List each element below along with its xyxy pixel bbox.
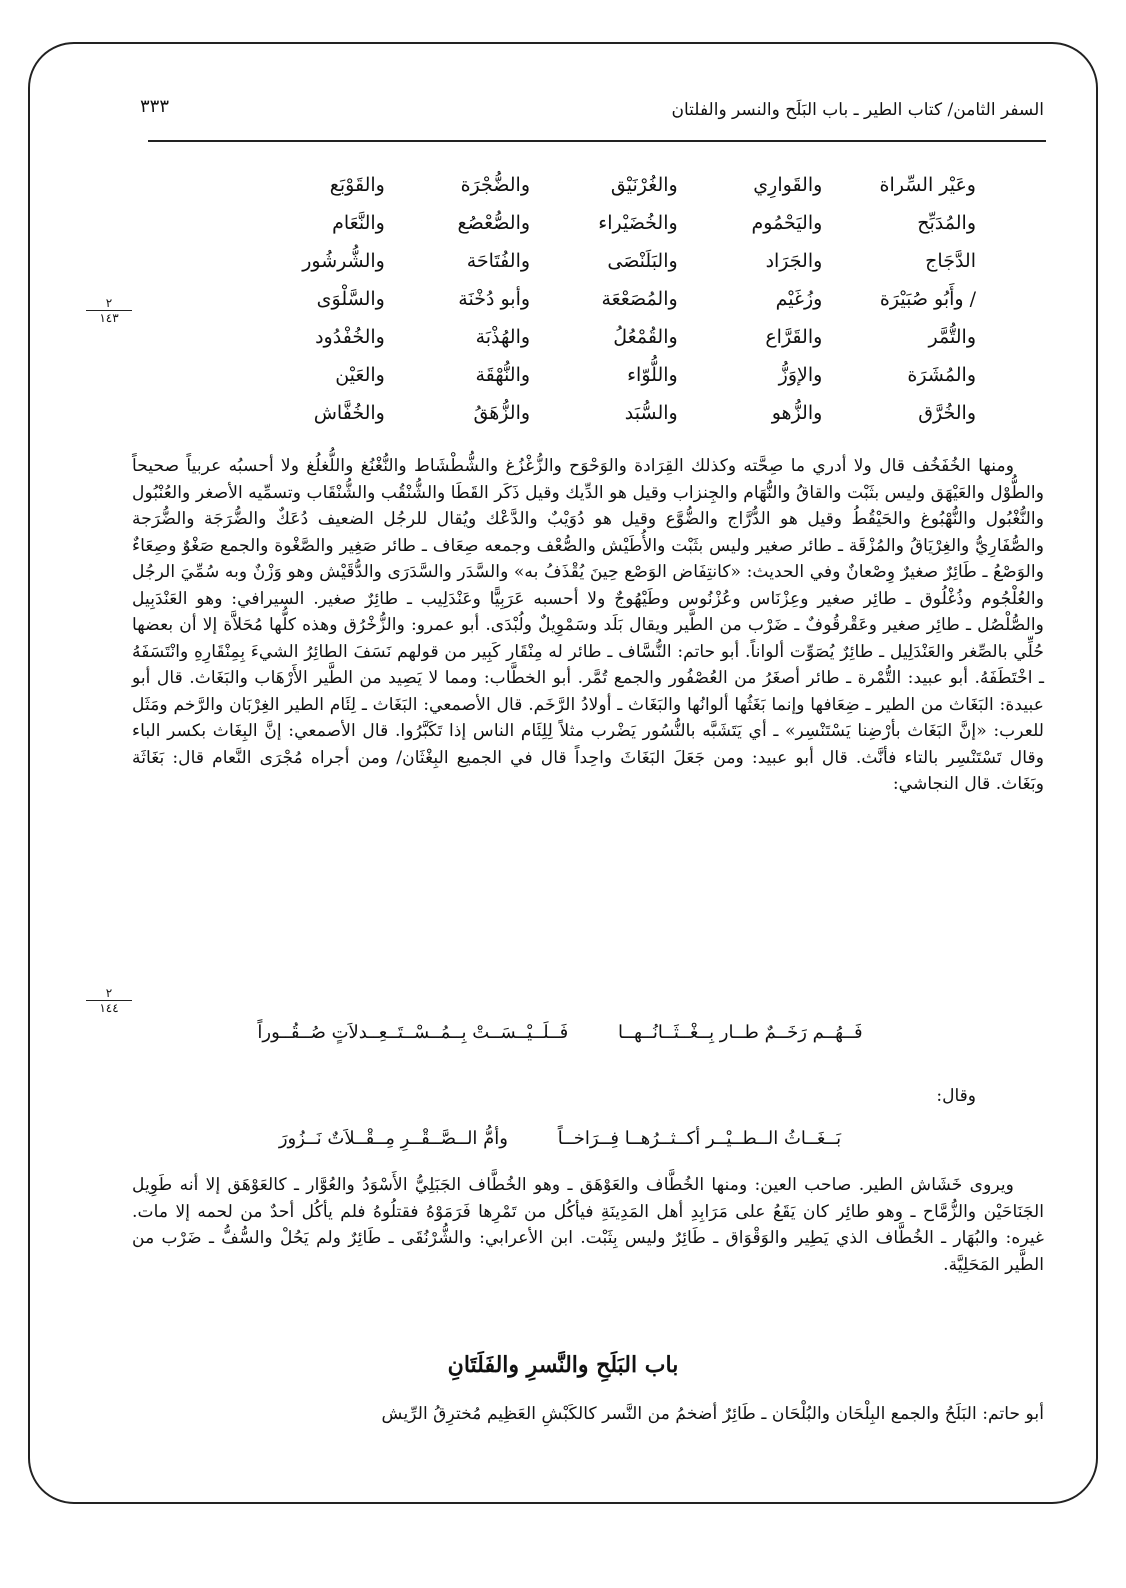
word-cell: وعَيْر السِّراة <box>879 174 976 196</box>
word-cell: والمُصَعْعَة <box>601 288 678 310</box>
margin-ref-page: ١٤٤ <box>99 1001 119 1015</box>
word-cell: والفُتَاحَة <box>466 250 531 272</box>
margin-ref-page: ١٤٣ <box>99 311 119 325</box>
paragraph-text: ويروى خَشَاش الطير. صاحب العين: ومنها الخُطَّاف والعَوْهَق ـ وهو الخُطَّاف الجَبَلِيُّ الأَسْوَدُ والعُوَّار ـ كالعَوْهَق إلا أنه طَوِيل الجَنَاحَيْن والزُّمَّاح ـ وهو طائِر كان يَقَعُ على مَرَابِدِ أهل المَدِينَةِ فيأكُل من تَمْرِها فَرَمَوْهُ فقتلُوهُ فلم يأكُل أحدٌ من لحمه إلا مات. غيره: والبُهَار ـ الخُطَّاف الذي يَطِير والوَقْوَاق ـ طَائِرٌ وليس بِثَبْت. ابن الأعرابي: والشُّرْنُقَى ـ طَائِرٌ ولم يَحُلْ والسُّفُّ ـ ضَرْب من الطَّير المَحَلِيَّة. <box>132 1175 1044 1275</box>
section-title: باب البَلَحِ والنَّسرِ والفَلَتَانِ <box>447 1352 679 1378</box>
margin-ref-number: ٢ <box>86 296 132 311</box>
word-cell: والسَّلْوَى <box>316 288 385 310</box>
word-cell: والنُّهْقَة <box>475 364 531 386</box>
verse-hemistich: فَــهُــم رَخَــمٌ طــار بِــغْــثَــانُــهــا <box>617 1022 863 1043</box>
word-cell: والتُّمَّر <box>928 326 976 348</box>
margin-reference <box>86 296 132 325</box>
word-row <box>236 166 976 204</box>
word-cell: والقُمْعُلُ <box>613 326 678 348</box>
word-cell: والمُدَبِّح <box>917 212 976 234</box>
word-cell: والخُفَّاش <box>313 402 385 424</box>
verse-hemistich: فَــلَــيْــسَــتْ بِــمُــسْــتَــعِــدلاَتٍ صُــقُــوراً <box>257 1022 569 1043</box>
word-cell: والصُّعْصُع <box>457 212 531 234</box>
word-row <box>236 242 976 280</box>
word-row <box>236 318 976 356</box>
word-row <box>236 204 976 242</box>
word-cell: والبَلَنْصَى <box>607 250 678 272</box>
word-row <box>236 356 976 394</box>
word-cell: والشُّرشُور <box>302 250 385 272</box>
verse-hemistich: وأمُّ الــصَّــقْــرِ مِــقْــلاَتٌ نَــزُورَ <box>278 1128 508 1149</box>
word-cell: والقَوارِي <box>753 174 823 196</box>
word-cell: واليَحْمُوم <box>751 212 823 234</box>
section-first-line: أبو حاتم: البَلَحُ والجمع البِلْحَان والبُلْحَان ـ طَائِرٌ أضخمُ من النَّسر كالكَبْشِ العَظِيم مُخترِقُ الرِّيش <box>381 1404 1044 1424</box>
word-cell: والضُّجْرَة <box>460 174 531 196</box>
word-cell: الدَّجَاج <box>925 250 976 272</box>
main-paragraph <box>132 453 1044 798</box>
running-head: السفر الثامن/ كتاب الطير ـ باب البَلَح والنسر والفلتان <box>671 100 1044 120</box>
word-cell: والزُّهَقُ <box>473 402 531 424</box>
word-cell: والمُشَرَة <box>907 364 976 386</box>
word-row <box>236 280 976 318</box>
verse-hemistich: بَــغَــاثُ الــطــيْــر أكــثــرُهــا فِــرَاخــاً <box>557 1128 842 1149</box>
word-cell: والهُذْبَة <box>475 326 531 348</box>
word-cell: وأبو دُخْنَة <box>458 288 531 310</box>
word-cell: والخُضَيْراء <box>598 212 678 234</box>
word-cell: / وأَبُو صُبَيْرَة <box>879 288 976 310</box>
word-cell: والقَوْبَع <box>329 174 385 196</box>
word-cell: والعَيْن <box>335 364 385 386</box>
word-cell: واللُّوّاء <box>627 364 678 386</box>
word-cell: والنَّعَام <box>332 212 385 234</box>
waqal-label: وقال: <box>936 1086 976 1106</box>
word-cell: وزُغَيْم <box>775 288 823 310</box>
word-cell: والقَرَّاع <box>765 326 823 348</box>
second-paragraph <box>132 1172 1044 1278</box>
page-number: ٣٣٣ <box>140 96 170 117</box>
verse-line <box>200 1022 920 1043</box>
margin-ref-number: ٢ <box>86 986 132 1001</box>
paragraph-text: ومنها الخُفَخُف قال ولا أدري ما صِحَّته وكذلك القِرَادة والوَحْوَح والزُّغْزُغ والشُّطْشَاط والنُّغْنُغ واللُّغلُغ ولا أحسبُه عربياً صحيحاً والطُّوْل والعَيْهَق وليس بثَبْت والقاقُ والنُّهَام والجِنزاب وقيل هو الدِّيك وقيل ذَكَر القَطَا والشُّنْقُب والشُّنْقَاب وتسمِّيه الأصغر والعُنْبُول والنُّغْبُول والنُّهْبُوغ والحَيْقُطُ وقيل هو الدُّرَّاج والضُّوَّع وقيل هو دُوَيْبٌ والدَّعْك ويُقال للرجُل الضعيف دُعَكٌ والضُّرَجَة والضُّرَجة والصُّفَارِيُّ والغِرْيَاقُ والمُزْقَة ـ طائر صغير وليس بثَبْت والأُطَيْش والصُّعْف وجمعه صِعَاف ـ طائر صَغِير والصَّغْوة والجمع صَغْوٌ وصِعَاءٌ والوَصْعُ ـ طَائِرٌ صغيرٌ وِصْعانٌ وفي الحديث: «كانتِفَاض الوَصْع حِينَ يُقْذَفُ به» والسَّدَر والسَّدَرَى والدُّقَيْش وهو وَزْنٌ وبه سُمِّيَ الرجُل والعُلْجُوم وذُغْلُوق ـ طائِر صغير وعِزْنَاس وعُزْنُوس وطَيْهُوجٌ ولا أحسبه عَرَبِيًّا وعَنْدَلِيب ـ طائِرٌ صغير. السيرافي: وهو العَنْدَبِيل والصُّلْصُل ـ طائِر صغير وعَقْرقُوفٌ ـ ضَرْب من الطَّير ويقال بَلَد وسَمْوِيلٌ ولُبْدَى. أبو عمرو: والزُّخْرُق وهذه كلُّها مُحَلاَّة إلا أن بعضها حُلِّي بالصِّغر والعَنْدَلِيل ـ طائِرٌ يُصَوِّت ألواناً. أبو حاتم: النُّسَّاف ـ طائر له مِنْقَار كَبِير من قولهم نَسَفَ الطائِرُ الشيءَ بِمِنْقَارِهِ وانْتَسَفَهُ ـ اخْتَطَفَهُ. أبو عبيد: التُّمْرة ـ طائر أصغَرُ من العُصْفُور والجمع تُمَّر. أبو الخطَّاب: ومما لا يَصِيد من الطَّير الأَرْهَاب والبَغَاث. قال أبو عبيدة: البَغَاث من الطير ـ ضِعَافها وإنما بَغَثُها ألوانُها والبَغَاث ـ أولادُ الرَّخَم. قال الأصمعي: البَغَاث ـ لِئَام الطير الغِرْبَان والرَّخم ومَثَل للعرب: «إنَّ البَغَاث بأرْضِنا يَسْتَنْسِر» ـ أي يَتَشَبَّه بالنُّسُور يَضْرب مثلاً لِلِئَام الناس إذا تَكَبَّرُوا. قال الأصمعي: إنَّ البِغَاث بكسر الباء وقال تَسْتَنْسِر بالتاء فأنَّث. قال أبو عبيد: ومن جَعَلَ البَغَاثَ واحِداً قال في الجميع البِغْثَان/ ومن أجراه مُجْرَى النَّعام قال: بَغَاثَة وبَغَاث. قال النجاشي: <box>132 456 1044 794</box>
word-cell: والغُرْنَيْق <box>610 174 678 196</box>
verse-line <box>200 1128 920 1149</box>
word-row <box>236 394 976 432</box>
word-cell: والخُرَّق <box>918 402 976 424</box>
margin-reference <box>86 986 132 1015</box>
bird-names-table <box>236 166 976 432</box>
word-cell: والسُّبَد <box>624 402 678 424</box>
word-cell: والإوَزُّ <box>778 364 823 386</box>
header-rule <box>148 140 1046 142</box>
word-cell: والجَرَاد <box>765 250 823 272</box>
word-cell: والزُّهو <box>771 402 823 424</box>
word-cell: والخُفْدُود <box>315 326 385 348</box>
